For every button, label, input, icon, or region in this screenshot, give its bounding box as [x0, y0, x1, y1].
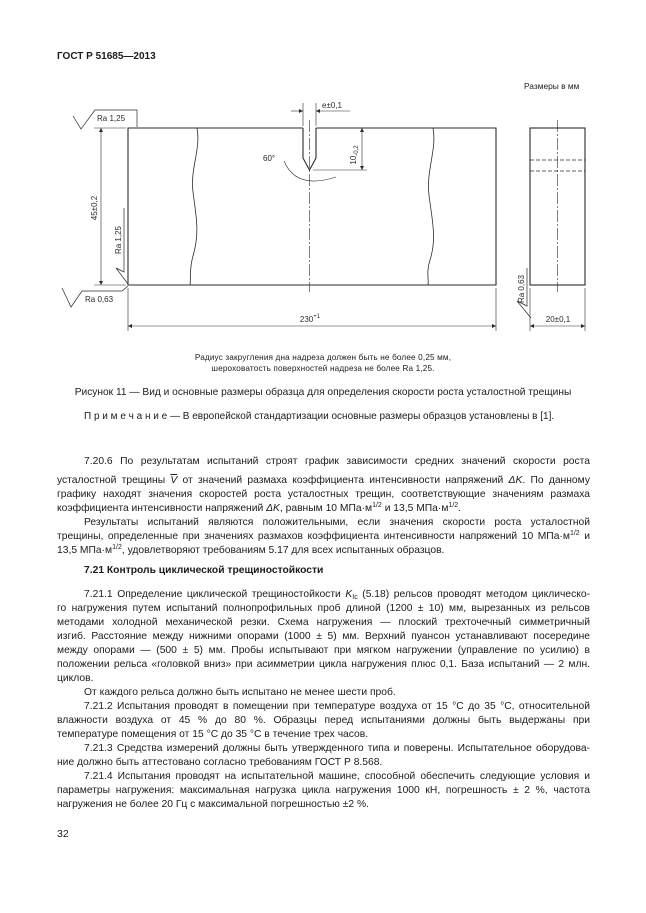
roughness-label-bottom-left: Ra 0,63: [85, 295, 114, 304]
text-segment: между опорами — (500 ± 5) мм. Пробы испытывают при мягком нагружении (управление по усилию) в: [57, 645, 590, 656]
paragraph: [57, 770, 590, 812]
superscript: 1/2: [372, 502, 382, 509]
text-segment: .: [458, 503, 462, 514]
section-heading: [57, 564, 590, 578]
note-label: П р и м е ч а н и е: [84, 411, 168, 422]
text-line: [57, 455, 590, 469]
text-segment: усталостной трещины: [57, 475, 171, 486]
paragraph: [57, 588, 590, 686]
dim-depth-value: 10: [349, 155, 358, 165]
text-segment: циклов.: [57, 673, 94, 684]
text-line: [57, 728, 590, 742]
dim-angle-label: 60°: [263, 154, 276, 163]
italic-symbol: K: [345, 589, 353, 600]
paragraph: [57, 455, 590, 516]
front-view-outline: [128, 128, 496, 285]
document-id: ГОСТ Р 51685—2013: [57, 51, 156, 62]
text-segment: положении рельса «головкой вниз» при асимметрии цикла нагружения плюс 0,1. База испытаний — 2 млн.: [57, 659, 590, 670]
side-view: [530, 120, 585, 292]
text-segment: графику находят значения скоростей роста усталостных трещин, соответствующие значениям размаха: [57, 489, 590, 500]
text-line: [57, 798, 590, 812]
break-line-right: [428, 128, 434, 285]
italic-symbol: ΔK: [266, 503, 280, 514]
front-view: [128, 120, 496, 292]
paragraph: [57, 686, 590, 700]
dim-height-label: 45±0,2: [90, 195, 99, 221]
text-segment: 7.21.3 Средства измерений должны быть утвержденного типа и поверены. Испытательное оборудова-: [84, 743, 590, 754]
text-segment: (5.18) рельсов проводят методом циклическо-: [357, 589, 590, 600]
text-segment: го нагружения путем испытаний полнопрофильных проб длиной (1200 ± 10) мм, вырезанных из рельсов: [57, 603, 590, 614]
dim-length-label: [300, 314, 321, 324]
text-line: [57, 630, 590, 644]
dim-depth-label: [349, 145, 360, 165]
dim-angle-arc: [284, 161, 336, 181]
subscript: Ic: [352, 594, 358, 601]
text-line: [57, 602, 590, 616]
roughness-label-side: Ra 0,63: [517, 274, 526, 304]
text-segment: , равным 10 МПа·м: [279, 503, 373, 514]
text-line: [57, 742, 590, 756]
text-line: [57, 616, 590, 630]
dim-depth-tolerance: -0,2: [354, 145, 360, 156]
text-line: [57, 474, 590, 488]
text-line: [57, 488, 590, 502]
figure-caption-line: шероховатость поверхностей надреза не более Ra 1,25.: [211, 364, 435, 373]
text-segment: от значений размаха коэффициента интенсивности напряжений: [177, 475, 509, 486]
text-segment: 7.21.4 Испытания проводят на испытательной машине, способной обеспечить следующие условия и: [84, 771, 590, 782]
text-line: [57, 756, 590, 770]
text-line: [57, 544, 590, 558]
text-segment: влажности воздуха от 45 % до 80 %. Образцы перед испытаниями должны быть выдержаны при: [57, 715, 590, 726]
text-segment: температуре помещения от 15 °С до 35 °С в течение трех часов.: [57, 729, 369, 740]
text-line: [57, 502, 590, 516]
superscript: 1/2: [112, 544, 122, 551]
text-segment: и 13,5 МПа·м: [381, 503, 449, 514]
text-segment: 7.20.6 По результатам испытаний строят график зависимости средних значений скорости роста: [84, 456, 590, 467]
text-line: [57, 516, 590, 530]
text-segment: коэффициента интенсивности напряжений: [57, 503, 267, 514]
text-line: [57, 686, 590, 700]
text-segment: . По данному: [522, 475, 590, 486]
break-line-left: [190, 128, 198, 285]
text-segment: , удовлетворяют требованиям 5.17 для всех испытанных образцов.: [121, 545, 445, 556]
text-segment: нагружения не более 20 Гц с максимальной погрешностью ±2 %.: [57, 799, 369, 810]
text-segment: и: [579, 531, 590, 542]
text-segment: 7.21.1 Определение циклической трещиностойкости: [84, 589, 346, 600]
text-segment: ние должно быть аттестовано согласно требованиям ГОСТ Р 8.568.: [57, 757, 383, 768]
roughness-symbols: [62, 110, 531, 318]
body-text: [57, 455, 590, 812]
specimen-drawing: [0, 0, 646, 345]
dim-length-tolerance: +1: [313, 314, 321, 320]
text-line: [57, 784, 590, 798]
dim-e-label: e±0,1: [322, 101, 342, 110]
text-line: [57, 700, 590, 714]
figure-note: [84, 410, 554, 424]
text-line: [57, 588, 590, 602]
text-segment: От каждого рельса должно быть испытано не менее шести проб.: [84, 687, 396, 698]
note-text: — В европейской стандартизации основные размеры образцов установлены в [1].: [170, 411, 555, 422]
text-line: [57, 770, 590, 784]
roughness-label-left: Ra 1,25: [114, 225, 123, 255]
paragraph: [57, 516, 590, 558]
text-segment: параметры нагружения: максимальная нагрузка цикла нагружения 1000 кН, погрешность ± 2 %, частота: [57, 785, 590, 796]
text-segment: Результаты испытаний являются положительными, если значения скорости роста усталостной: [84, 517, 590, 528]
text-segment: 7.21.2 Испытания проводят в помещении при температуре воздуха от 15 °С до 35 °С, относительной: [84, 701, 590, 712]
dim-width-label: 20±0,1: [545, 315, 571, 324]
text-segment: 7.21 Контроль циклической трещиностойкости: [84, 565, 324, 576]
dimension-lines: [94, 103, 585, 331]
roughness-label-top: Ra 1,25: [97, 114, 126, 123]
text-segment: 13,5 МПа·м: [57, 545, 113, 556]
paragraph: [57, 742, 590, 770]
text-segment: изгиб. Расстояние между нижними опорами (1000 ± 5) мм. Верхний пуансон устанавливают посередине: [57, 631, 590, 642]
text-line: [57, 530, 590, 544]
dim-length-value: 230: [299, 315, 314, 324]
italic-symbol: ΔK: [508, 475, 523, 486]
units-note: Размеры в мм: [524, 81, 580, 91]
overlined-symbol: $\overline{V}$: [170, 475, 178, 486]
text-segment: трещины, определенные при значениях размахов коэффициента интенсивности напряжений 10 МПа·м: [57, 531, 570, 542]
text-segment: методами холодной механической резки. Схема нагружения — плоский трехточечный симметричный: [57, 617, 590, 628]
text-line: [57, 672, 590, 686]
text-line: [57, 658, 590, 672]
text-line: [57, 644, 590, 658]
superscript: 1/2: [448, 502, 459, 509]
figure-title: Рисунок 11 — Вид и основные размеры образца для определения скорости роста усталостной трещины: [74, 387, 572, 398]
text-line: [57, 714, 590, 728]
page-number: 32: [57, 828, 69, 840]
drawing-labels: [85, 101, 571, 324]
figure-caption-notes: [0, 352, 646, 374]
paragraph: [57, 700, 590, 742]
figure-caption-line: Радиус закругления дна надреза должен быть не более 0,25 мм,: [194, 353, 452, 362]
text-line: [57, 564, 590, 578]
superscript: 1/2: [569, 530, 580, 537]
